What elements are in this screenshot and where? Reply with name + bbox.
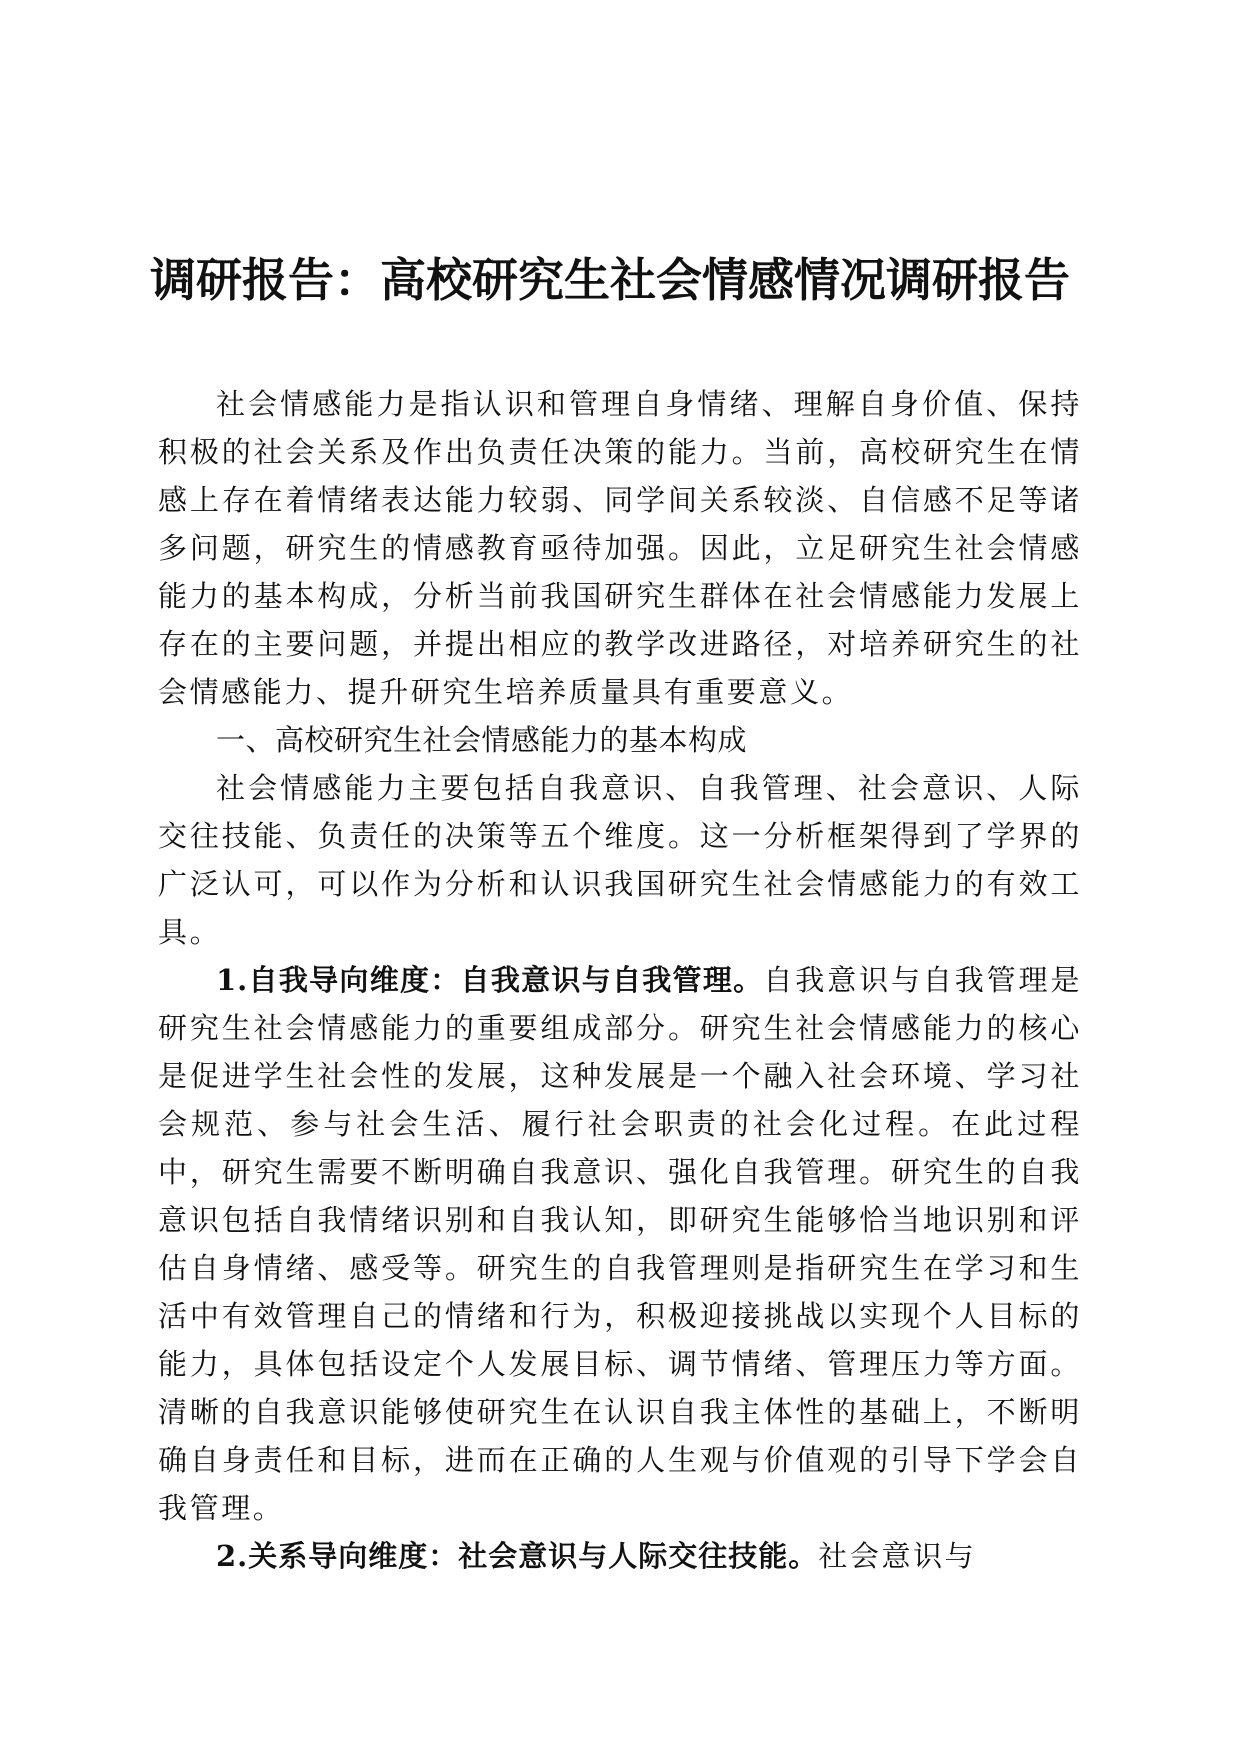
item-2-text: 社会意识与 <box>818 1539 977 1573</box>
document-body <box>158 380 1082 1580</box>
section-heading: 一、高校研究生社会情感能力的基本构成 <box>216 723 748 757</box>
item-1-lead: 1.自我导向维度：自我意识与自我管理。 <box>216 963 764 997</box>
item-1-paragraph <box>158 956 1082 1532</box>
item-2-lead: 2.关系导向维度：社会意识与人际交往技能。 <box>216 1539 819 1573</box>
document-title: 调研报告：高校研究生社会情感情况调研报告 <box>150 253 1070 307</box>
item-2-paragraph <box>158 1532 1082 1580</box>
item-1-text: 自我意识与自我管理是研究生社会情感能力的重要组成部分。研究生社会情感能力的核心是促进学生社会性的发展，这种发展是一个融入社会环境、学习社会规范、参与社会生活、履行社会职责的社会化过程。在此过程中，研究生需要不断明确自我意识、强化自我管理。研究生的自我意识包括自我情绪识别和自我认知，即研究生能够恰当地识别和评估自身情绪、感受等。研究生的自我管理则是指研究生在学习和生活中有效管理自己的情绪和行为，积极迎接挑战以实现个人目标的能力，具体包括设定个人发展目标、调节情绪、管理压力等方面。清晰的自我意识能够使研究生在认识自我主体性的基础上，不断明确自身责任和目标，进而在正确的人生观与价值观的引导下学会自我管理。 <box>158 963 1082 1525</box>
section-intro-paragraph: 社会情感能力主要包括自我意识、自我管理、社会意识、人际交往技能、负责任的决策等五个维度。这一分析框架得到了学界的广泛认可，可以作为分析和认识我国研究生社会情感能力的有效工具。 <box>158 771 1082 949</box>
intro-paragraph: 社会情感能力是指认识和管理自身情绪、理解自身价值、保持积极的社会关系及作出负责任决策的能力。当前，高校研究生在情感上存在着情绪表达能力较弱、同学间关系较淡、自信感不足等诸多问题，研究生的情感教育亟待加强。因此，立足研究生社会情感能力的基本构成，分析当前我国研究生群体在社会情感能力发展上存在的主要问题，并提出相应的教学改进路径，对培养研究生的社会情感能力、提升研究生培养质量具有重要意义。 <box>158 387 1082 709</box>
